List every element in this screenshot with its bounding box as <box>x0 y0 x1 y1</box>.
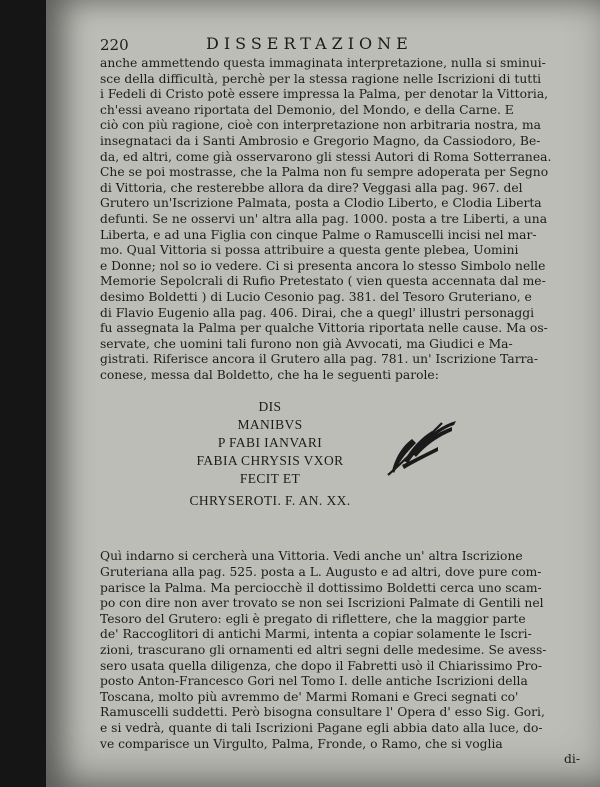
running-title: DISSERTAZIONE <box>206 34 413 53</box>
text-line: fu assegnata la Palma per qualche Vittoria riportata nelle cause. Ma os- <box>100 321 548 336</box>
inscription-line: CHRYSEROTI. F. AN. XX. <box>189 493 351 509</box>
text-line: insegnataci da i Santi Ambrosio e Gregorio Magno, da Cassiodoro, Be- <box>100 133 541 148</box>
text-line: gistrati. Riferisce ancora il Grutero alla pag. 781. un' Iscrizione Tarra- <box>100 352 538 367</box>
text-line: po con dire non aver trovato se non sei Iscrizioni Palmate di Gentili nel <box>100 596 544 611</box>
paragraph-2 <box>100 549 580 767</box>
text-line: parisce la Palma. Ma perciocchè il dottissimo Boldetti cerca uno scam- <box>100 580 542 595</box>
text-line: i Fedeli di Cristo potè essere impressa la Palma, per denotar la Vittoria, <box>100 87 549 102</box>
text-line: di Vittoria, che resterebbe allora da dire? Veggasi alla pag. 967. del <box>100 180 523 195</box>
page-number: 220 <box>100 36 129 54</box>
text-line: Che se poi mostrasse, che la Palma non fu sempre adoperata per Segno <box>100 165 549 180</box>
text-line: ve comparisce un Virgulto, Palma, Fronde, o Ramo, che si voglia <box>100 736 503 751</box>
text-line: e si vedrà, quante di tali Iscrizioni Pagane egli abbia dato alla luce, do- <box>100 721 543 735</box>
inscription-line: P FABI IANVARI <box>217 435 323 451</box>
text-line: desimo Boldetti ) di Lucio Cesonio pag. 381. del Tesoro Gruteriano, e <box>100 289 532 304</box>
inscription-block <box>100 393 580 543</box>
text-line: Ramuscelli suddetti. Però bisogna consultare l' Opera d' esso Sig. Gori, <box>100 705 545 720</box>
catchword: di- <box>564 752 580 767</box>
inscription-line: FECIT ET <box>239 471 301 487</box>
running-header <box>100 30 580 56</box>
paragraph-1 <box>100 56 580 383</box>
text-line: zioni, trascurano gli ornamenti ed altri segni delle medesime. Se avess- <box>100 643 547 658</box>
palm-branch-icon <box>382 413 460 481</box>
text-line: ch'essi aveano riportata del Demonio, del Mondo, e della Carne. E <box>100 102 514 117</box>
text-line: sero usata quella diligenza, che dopo il Fabretti usò il Chiarissimo Pro- <box>100 658 543 673</box>
text-line: Toscana, molto più avremmo de' Marmi Romani e Greci segnati co' <box>100 689 519 704</box>
book-page <box>46 0 600 787</box>
text-line: Gruteriana alla pag. 525. posta a L. Augusto e ad altri, dove pure com- <box>100 565 542 580</box>
text-line: de' Raccoglitori di antichi Marmi, intenta a copiar solamente le Iscri- <box>100 627 532 642</box>
text-line: ciò con più ragione, cioè con interpretazione non arbitraria nostra, ma <box>100 118 541 133</box>
text-line: anche ammettendo questa immaginata interpretazione, nulla si sminui- <box>100 56 546 70</box>
text-line: servate, che uomini tali furono non già Avvocati, ma Giudici e Ma- <box>100 336 513 351</box>
text-line: e Donne; nol so io vedere. Ci si presenta ancora lo stesso Simbolo nelle <box>100 258 546 273</box>
text-line: defunti. Se ne osservi un' altra alla pag. 1000. posta a tre Liberti, a una <box>100 211 548 226</box>
inscription-line: DIS <box>258 399 282 415</box>
text-line: Memorie Sepolcrali di Rufio Pretestato ( vien questa accennata dal me- <box>100 274 546 289</box>
inscription-line: MANIBVS <box>237 417 303 433</box>
inscription-line: FABIA CHRYSIS VXOR <box>196 453 344 469</box>
text-line: conese, messa dal Boldetto, che ha le seguenti parole: <box>100 367 439 382</box>
text-line: Grutero un'Iscrizione Palmata, posta a Clodio Liberto, e Clodia Liberta <box>100 196 542 211</box>
text-line: da, ed altri, come già osservarono gli stessi Autori di Roma Sotterranea. <box>100 149 552 164</box>
text-line: sce della difficultà, perchè per la stessa ragione nelle Iscrizioni di tutti <box>100 71 542 86</box>
text-line: di Flavio Eugenio alla pag. 406. Dirai, che a quegl' illustri personaggi <box>100 305 535 320</box>
text-line: Tesoro del Grutero: egli è pregato di riflettere, che la maggior parte <box>100 611 526 626</box>
text-line: Quì indarno si cercherà una Vittoria. Vedi anche un' altra Iscrizione <box>100 549 523 564</box>
text-line: mo. Qual Vittoria si possa attribuire a questa gente plebea, Uomini <box>100 243 519 258</box>
text-line: posto Anton-Francesco Gori nel Tomo I. delle antiche Iscrizioni della <box>100 674 528 689</box>
page-content <box>100 30 580 768</box>
text-line: Liberta, e ad una Figlia con cinque Palme o Ramuscelli incisi nel mar- <box>100 227 537 242</box>
